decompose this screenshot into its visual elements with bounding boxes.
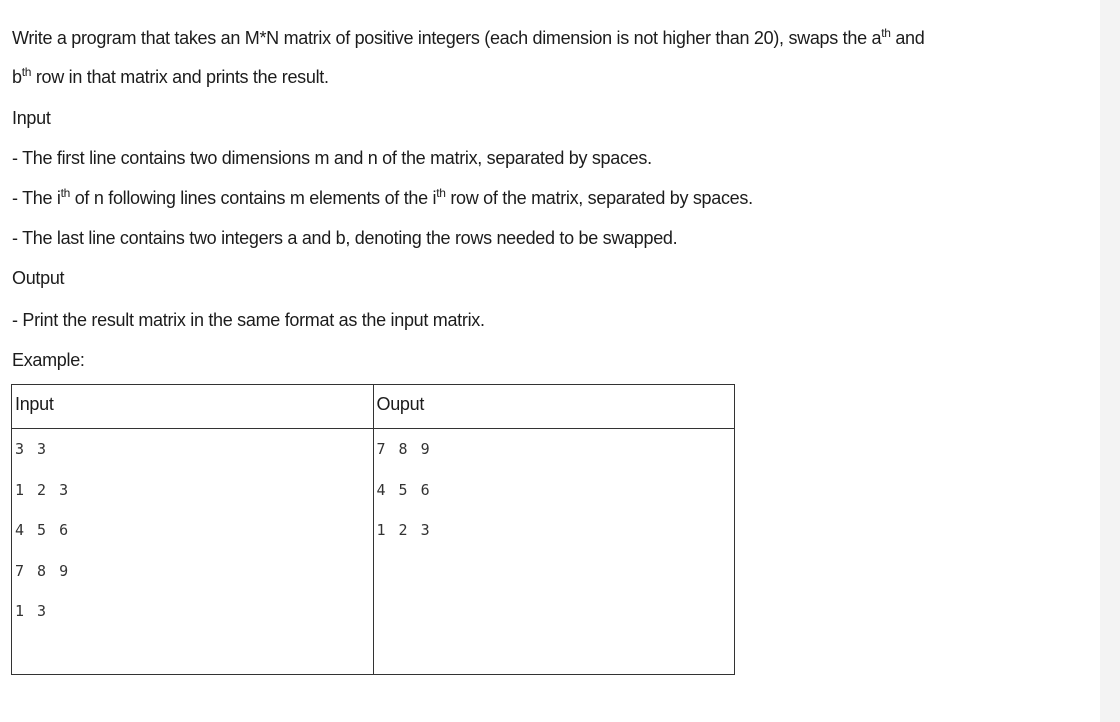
input-line: 3 3	[15, 440, 49, 458]
output-line: 4 5 6	[376, 480, 432, 499]
description-line-2	[12, 66, 329, 88]
input-bullet-1: - The first line contains two dimensions m and n of the matrix, separated by spaces.	[12, 148, 652, 168]
output-heading: Output	[12, 268, 65, 288]
input-heading: Input	[12, 108, 51, 128]
example-table	[11, 384, 735, 675]
input-line: 1 3	[15, 602, 49, 621]
input-line: 7 8 9	[15, 561, 71, 580]
input-bullet-3: - The last line contains two integers a and b, denoting the rows needed to be swapped.	[12, 228, 678, 248]
superscript: th	[21, 65, 32, 79]
scrollbar-track[interactable]	[1100, 0, 1120, 722]
superscript: th	[881, 26, 891, 40]
description-line-1	[12, 27, 924, 49]
output-line: 7 8 9	[376, 440, 432, 458]
description-text: and	[890, 28, 925, 48]
example-body-row	[12, 429, 735, 675]
input-line: 4 5 6	[15, 521, 71, 540]
input-bullet-2	[12, 187, 753, 209]
example-header-row	[12, 385, 735, 429]
example-heading: Example:	[12, 350, 85, 370]
description-text: b	[12, 67, 22, 87]
input-cell	[12, 429, 374, 675]
description-text: Write a program that takes an M*N matrix of positive integers (each dimension is not higher than 20), swaps the a	[12, 28, 882, 48]
output-line: 1 2 3	[376, 521, 432, 540]
input-line: 1 2 3	[15, 480, 71, 499]
bullet-text: row of the matrix, separated by spaces.	[445, 188, 753, 208]
description-text: row in that matrix and prints the result.	[31, 67, 329, 87]
bullet-text: - The i	[12, 188, 61, 208]
superscript: th	[436, 186, 446, 200]
output-column-header: Ouput	[373, 385, 735, 429]
output-bullet-1: - Print the result matrix in the same format as the input matrix.	[12, 310, 485, 330]
bullet-text: of n following lines contains m elements of the i	[70, 188, 437, 208]
superscript: th	[60, 186, 71, 200]
input-column-header: Input	[12, 385, 374, 429]
output-cell	[373, 429, 735, 675]
